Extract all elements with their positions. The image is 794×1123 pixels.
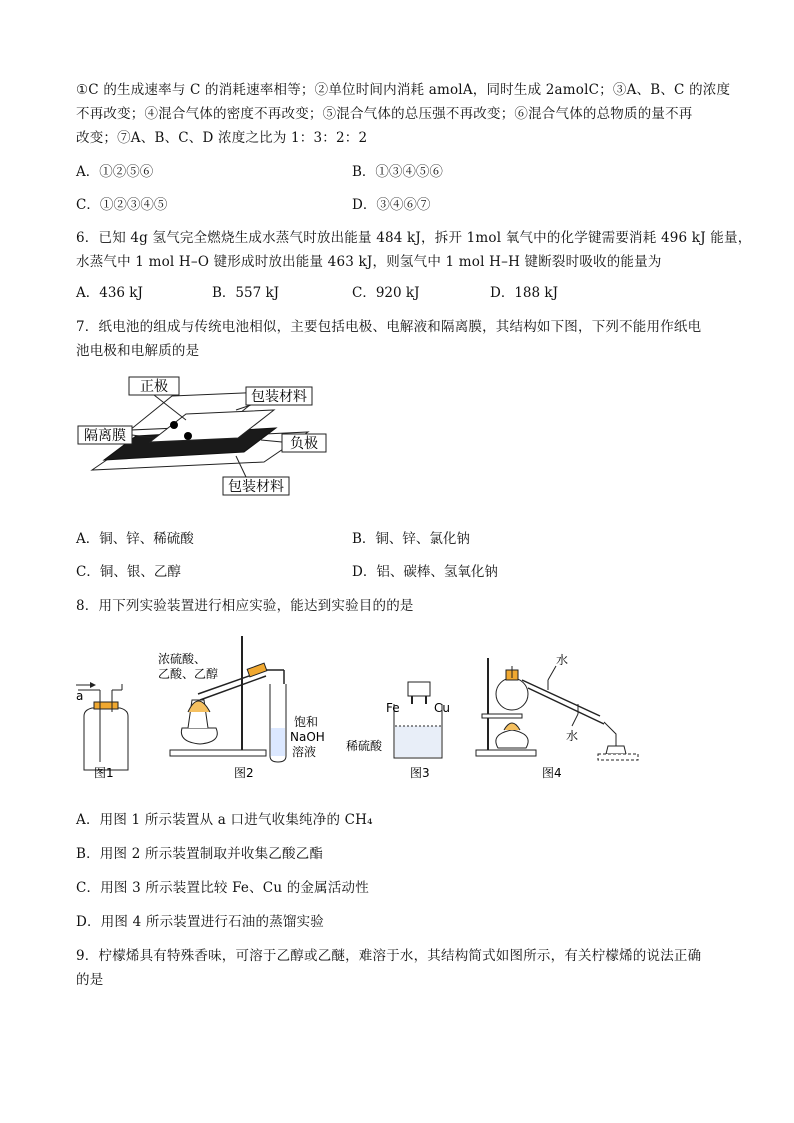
q7-line-1: 7．纸电池的组成与传统电池相似，主要包括电极、电解液和隔离膜，其结构如下图，下列不能用作纸电 (76, 319, 702, 335)
dot (170, 421, 178, 429)
fig1-gas-bottle (76, 682, 128, 780)
fig2-reagents-1: 浓硫酸、 (158, 652, 207, 666)
q9-line-2: 的是 (76, 972, 104, 988)
paper-battery-figure (76, 370, 346, 500)
fig2-esterification (158, 636, 325, 780)
q5-option-d: D．③④⑥⑦ (352, 197, 431, 213)
fig3-cu: Cu (434, 701, 450, 715)
q6-option-b: B．557 kJ (212, 285, 280, 301)
q7-option-d: D．铝、碳棒、氢氧化钠 (352, 564, 498, 580)
experiment-apparatus-figure (70, 630, 640, 782)
q8-option-b: B．用图 2 所示装置制取并收集乙酸乙酯 (76, 846, 324, 862)
q5-option-b: B．①③④⑤⑥ (352, 164, 443, 180)
fig2-naoh-2: NaOH (290, 730, 325, 744)
q6-option-d: D．188 kJ (490, 285, 558, 301)
q8-option-c: C．用图 3 所示装置比较 Fe、Cu 的金属活动性 (76, 880, 369, 896)
dot (184, 432, 192, 440)
fig2-caption: 图2 (234, 766, 254, 780)
fig4-water-bottom: 水 (566, 729, 579, 743)
q7-option-c: C．铜、银、乙醇 (76, 564, 181, 580)
q7-line-2: 池电极和电解质的是 (76, 343, 200, 359)
q5-option-a: A．①②⑤⑥ (76, 164, 154, 180)
q6-option-c: C．920 kJ (352, 285, 420, 301)
label-package-top: 包装材料 (251, 389, 307, 405)
q6-option-a: A．436 kJ (76, 285, 143, 301)
fig3-caption: 图3 (410, 766, 430, 780)
fig2-reagents-2: 乙酸、乙醇 (158, 667, 219, 681)
fig3-electrodes (346, 682, 450, 780)
label-package-bottom: 包装材料 (228, 479, 284, 495)
fig2-naoh-3: 溶液 (292, 745, 317, 759)
fig4-caption: 图4 (542, 766, 562, 780)
fig1-caption: 图1 (94, 766, 114, 780)
q7-option-a: A．铜、锌、稀硫酸 (76, 531, 194, 547)
q5-line-3: 改变；⑦A、B、C、D 浓度之比为 1：3：2：2 (76, 130, 368, 146)
q5-option-c: C．①②③④⑤ (76, 197, 168, 213)
label-negative: 负极 (290, 436, 318, 452)
fig4-water-top: 水 (556, 653, 569, 667)
q6-line-2: 水蒸气中 1 mol H–O 键形成时放出能量 463 kJ，则氢气中 1 mol H–H 键断裂时吸收的能量为 (76, 254, 662, 270)
fig1-port-a: a (76, 689, 84, 703)
label-positive: 正极 (140, 379, 168, 395)
q5-line-2: 不再改变；④混合气体的密度不再改变；⑤混合气体的总压强不再改变；⑥混合气体的总物质的量不再 (76, 106, 693, 122)
fig2-naoh-1: 饱和 (294, 715, 319, 729)
fig3-acid: 稀硫酸 (346, 739, 383, 753)
q8-option-a: A．用图 1 所示装置从 a 口进气收集纯净的 CH₄ (76, 812, 373, 828)
fig4-distillation (476, 652, 638, 780)
fig3-fe: Fe (386, 701, 400, 715)
q8-option-d: D．用图 4 所示装置进行石油的蒸馏实验 (76, 914, 324, 930)
q7-option-b: B．铜、锌、氯化钠 (352, 531, 470, 547)
label-separator: 隔离膜 (84, 428, 126, 444)
q8-line-1: 8．用下列实验装置进行相应实验，能达到实验目的的是 (76, 598, 414, 614)
q6-line-1: 6．已知 4g 氢气完全燃烧生成水蒸气时放出能量 484 kJ，拆开 1mol 氧气中的化学键需要消耗 496 kJ 能量， (76, 230, 752, 246)
q5-line-1: ①C 的生成速率与 C 的消耗速率相等；②单位时间内消耗 amolA，同时生成 2amolC；③A、B、C 的浓度 (76, 82, 731, 98)
q9-line-1: 9．柠檬烯具有特殊香味，可溶于乙醇或乙醚，难溶于水，其结构简式如图所示，有关柠檬烯的说法正确 (76, 948, 702, 964)
